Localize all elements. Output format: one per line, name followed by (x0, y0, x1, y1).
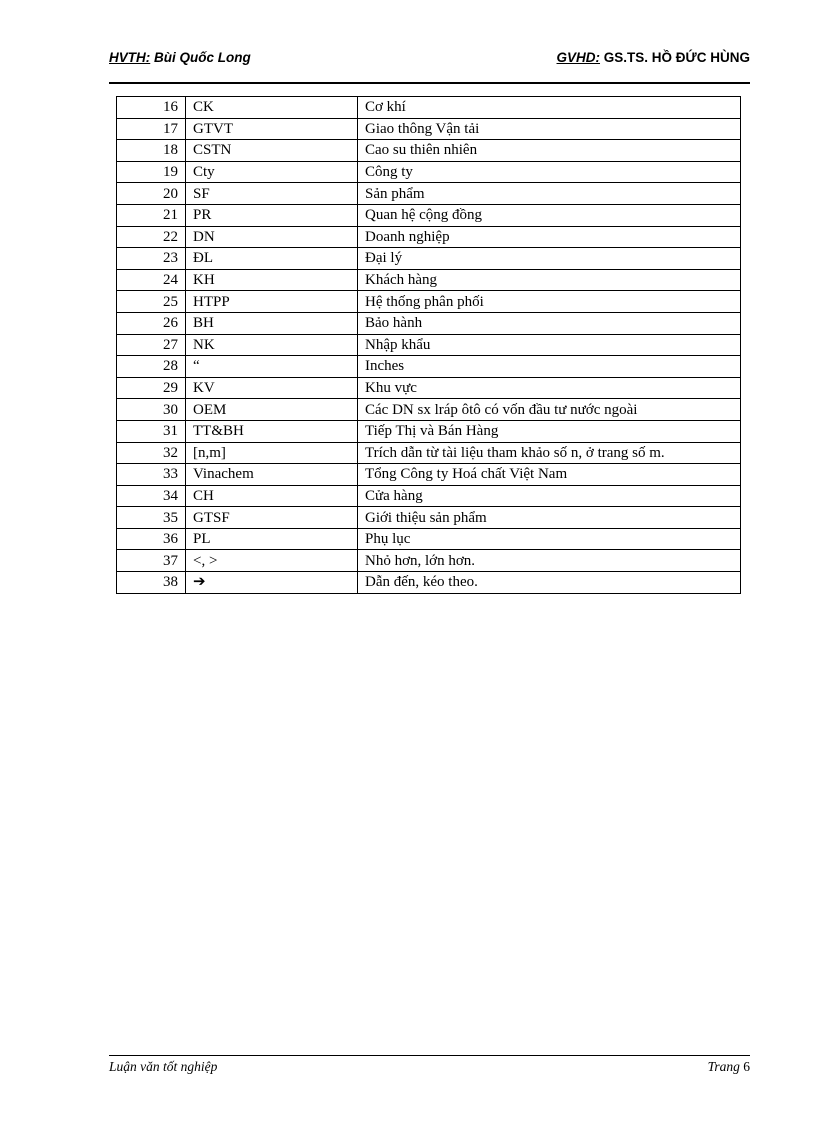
meaning-cell: Cửa hàng (358, 485, 741, 507)
row-number: 26 (117, 312, 186, 334)
abbreviation-cell: KH (186, 269, 358, 291)
thesis-label: Luận văn tốt nghiệp (109, 1059, 218, 1074)
meaning-cell: Phụ lục (358, 528, 741, 550)
table-row (117, 291, 741, 313)
meaning-cell: Khách hàng (358, 269, 741, 291)
meaning-cell: Giới thiệu sản phẩm (358, 507, 741, 529)
advisor-block (557, 50, 750, 65)
abbreviation-cell: GTVT (186, 118, 358, 140)
row-number: 27 (117, 334, 186, 356)
meaning-cell: Quan hệ cộng đồng (358, 204, 741, 226)
abbreviation-cell: SF (186, 183, 358, 205)
meaning-cell: Inches (358, 356, 741, 378)
table-row (117, 420, 741, 442)
meaning-cell: Các DN sx lráp ôtô có vốn đầu tư nước ngoài (358, 399, 741, 421)
meaning-cell: Tổng Công ty Hoá chất Việt Nam (358, 464, 741, 486)
meaning-cell: Nhập khẩu (358, 334, 741, 356)
footer-divider (109, 1055, 750, 1056)
abbreviation-cell: KV (186, 377, 358, 399)
abbreviation-cell: ➔ (186, 572, 358, 594)
row-number: 20 (117, 183, 186, 205)
row-number: 29 (117, 377, 186, 399)
page-label: Trang (707, 1059, 740, 1074)
meaning-cell: Cơ khí (358, 97, 741, 119)
abbreviation-cell: CK (186, 97, 358, 119)
row-number: 35 (117, 507, 186, 529)
abbreviation-cell: Cty (186, 161, 358, 183)
meaning-cell: Đại lý (358, 248, 741, 270)
meaning-cell: Công ty (358, 161, 741, 183)
abbreviation-cell: [n,m] (186, 442, 358, 464)
meaning-cell: Doanh nghiệp (358, 226, 741, 248)
page-header (109, 50, 750, 70)
table-row (117, 572, 741, 594)
table-row (117, 204, 741, 226)
table-row (117, 312, 741, 334)
table-row (117, 183, 741, 205)
row-number: 34 (117, 485, 186, 507)
abbreviation-table (116, 96, 741, 594)
table-row (117, 399, 741, 421)
table-row (117, 97, 741, 119)
abbreviation-cell: Vinachem (186, 464, 358, 486)
meaning-cell: Trích dẫn từ tài liệu tham khảo số n, ở trang số m. (358, 442, 741, 464)
abbreviation-cell: DN (186, 226, 358, 248)
advisor-name: GS.TS. HỒ ĐỨC HÙNG (603, 50, 750, 65)
meaning-cell: Khu vực (358, 377, 741, 399)
header-divider (109, 82, 750, 84)
abbreviation-cell: <, > (186, 550, 358, 572)
row-number: 37 (117, 550, 186, 572)
row-number: 31 (117, 420, 186, 442)
author-label: HVTH: (109, 50, 151, 65)
table-row (117, 140, 741, 162)
table-row (117, 161, 741, 183)
page-indicator (708, 1059, 750, 1075)
table-row (117, 528, 741, 550)
table-row (117, 118, 741, 140)
row-number: 38 (117, 572, 186, 594)
meaning-cell: Cao su thiên nhiên (358, 140, 741, 162)
row-number: 24 (117, 269, 186, 291)
author-name: Bùi Quốc Long (154, 50, 251, 65)
abbreviation-cell: OEM (186, 399, 358, 421)
table-row (117, 442, 741, 464)
advisor-label: GVHD: (556, 50, 601, 65)
row-number: 23 (117, 248, 186, 270)
table-row (117, 226, 741, 248)
row-number: 18 (117, 140, 186, 162)
meaning-cell: Tiếp Thị và Bán Hàng (358, 420, 741, 442)
row-number: 22 (117, 226, 186, 248)
row-number: 28 (117, 356, 186, 378)
meaning-cell: Dẫn đến, kéo theo. (358, 572, 741, 594)
table-row (117, 464, 741, 486)
table-row (117, 334, 741, 356)
table-row (117, 377, 741, 399)
row-number: 30 (117, 399, 186, 421)
row-number: 33 (117, 464, 186, 486)
abbreviation-cell: CSTN (186, 140, 358, 162)
row-number: 25 (117, 291, 186, 313)
meaning-cell: Nhỏ hơn, lớn hơn. (358, 550, 741, 572)
meaning-cell: Sản phẩm (358, 183, 741, 205)
row-number: 21 (117, 204, 186, 226)
row-number: 36 (117, 528, 186, 550)
abbreviation-cell: ĐL (186, 248, 358, 270)
table-row (117, 507, 741, 529)
table-row (117, 248, 741, 270)
row-number: 16 (117, 97, 186, 119)
abbreviation-cell: NK (186, 334, 358, 356)
abbreviation-cell: PR (186, 204, 358, 226)
page-number: 6 (743, 1059, 750, 1074)
row-number: 32 (117, 442, 186, 464)
abbreviation-cell: PL (186, 528, 358, 550)
row-number: 17 (117, 118, 186, 140)
abbreviation-cell: CH (186, 485, 358, 507)
page-footer (109, 1059, 750, 1077)
abbreviation-table-body (117, 97, 741, 594)
row-number: 19 (117, 161, 186, 183)
abbreviation-cell: HTPP (186, 291, 358, 313)
abbreviation-cell: “ (186, 356, 358, 378)
meaning-cell: Hệ thống phân phối (358, 291, 741, 313)
table-row (117, 356, 741, 378)
table-row (117, 269, 741, 291)
abbreviation-cell: TT&BH (186, 420, 358, 442)
table-row (117, 550, 741, 572)
author-block (109, 50, 251, 65)
abbreviation-cell: GTSF (186, 507, 358, 529)
meaning-cell: Bảo hành (358, 312, 741, 334)
table-row (117, 485, 741, 507)
abbreviation-cell: BH (186, 312, 358, 334)
meaning-cell: Giao thông Vận tải (358, 118, 741, 140)
